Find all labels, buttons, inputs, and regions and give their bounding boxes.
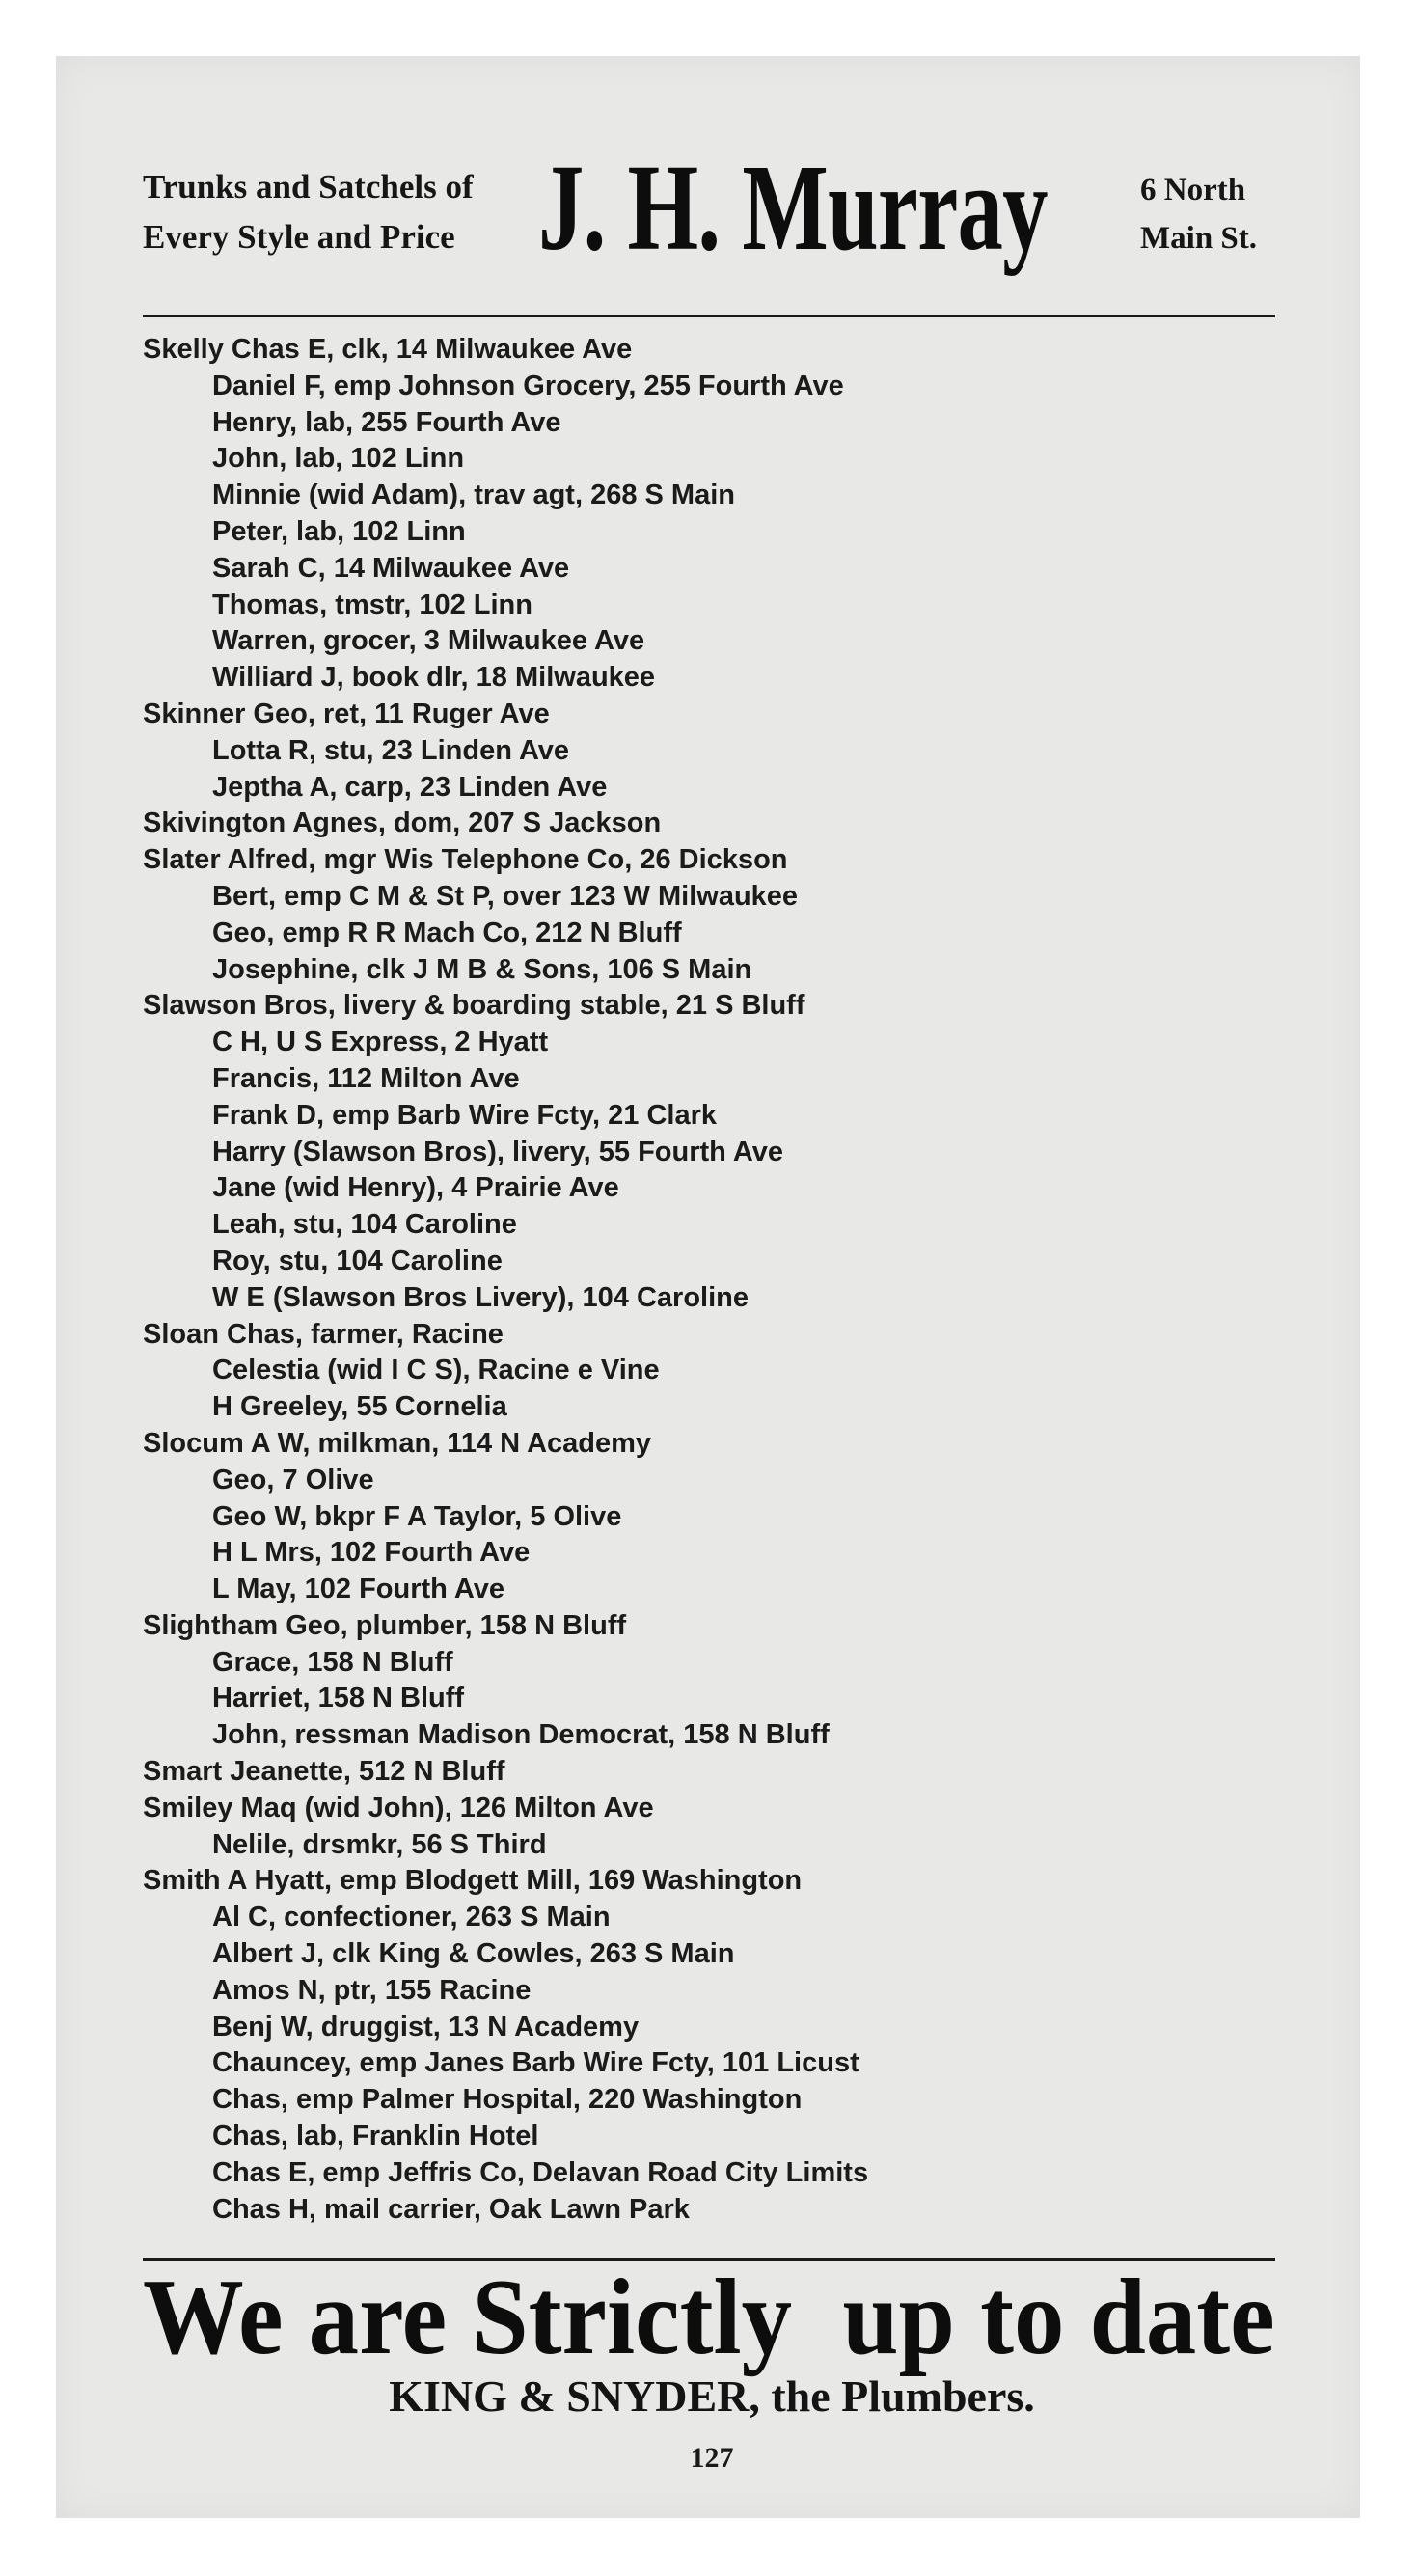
directory-sub-entry: Peter, lab, 102 Linn bbox=[212, 515, 466, 547]
directory-sub-entry: Geo, emp R R Mach Co, 212 N Bluff bbox=[212, 917, 682, 948]
header-left-ad bbox=[143, 162, 474, 262]
directory-sub-entry: Leah, stu, 104 Caroline bbox=[212, 1209, 517, 1241]
directory-sub-entry: Grace, 158 N Bluff bbox=[212, 1646, 453, 1678]
directory-sub-entry: Josephine, clk J M B & Sons, 106 S Main bbox=[212, 953, 752, 985]
header-title: J. H. Murray bbox=[538, 139, 1048, 276]
directory-sub-entry: Bert, emp C M & St P, over 123 W Milwaukee bbox=[212, 880, 799, 912]
directory-sub-entry: Jeptha A, carp, 23 Linden Ave bbox=[212, 771, 608, 803]
directory-sub-entry: Williard J, book dlr, 18 Milwaukee bbox=[212, 662, 656, 694]
directory-entry: Smiley Maq (wid John), 126 Milton Ave bbox=[143, 1792, 654, 1823]
directory-entry: Smart Jeanette, 512 N Bluff bbox=[143, 1756, 505, 1788]
directory-sub-entry: Daniel F, emp Johnson Grocery, 255 Fourth Ave bbox=[212, 370, 844, 401]
directory-sub-entry: Benj W, druggist, 13 N Academy bbox=[212, 2011, 640, 2042]
directory-sub-entry: Albert J, clk King & Cowles, 263 S Main bbox=[212, 1938, 735, 1970]
header-right-line2: Main St. bbox=[1140, 221, 1258, 256]
header-right-address bbox=[1140, 166, 1257, 262]
directory-entry: Slightham Geo, plumber, 158 N Bluff bbox=[143, 1609, 627, 1641]
directory-sub-entry: Frank D, emp Barb Wire Fcty, 21 Clark bbox=[212, 1099, 717, 1131]
page-header bbox=[143, 139, 1281, 289]
directory-sub-entry: Nelile, drsmkr, 56 S Third bbox=[212, 1828, 547, 1860]
directory-sub-entry: John, lab, 102 Linn bbox=[212, 443, 465, 475]
directory-sub-entry: H Greeley, 55 Cornelia bbox=[212, 1391, 507, 1423]
directory-entry: Skelly Chas E, clk, 14 Milwaukee Ave bbox=[143, 334, 633, 365]
directory-entry: Skivington Agnes, dom, 207 S Jackson bbox=[143, 808, 662, 839]
directory-sub-entry: Henry, lab, 255 Fourth Ave bbox=[212, 406, 561, 438]
directory-sub-entry: Amos N, ptr, 155 Racine bbox=[212, 1974, 532, 2006]
directory-sub-entry: Harry (Slawson Bros), livery, 55 Fourth Ave bbox=[212, 1136, 783, 1167]
directory-sub-entry: Al C, confectioner, 263 S Main bbox=[212, 1902, 611, 1933]
directory-sub-entry: Francis, 112 Milton Ave bbox=[212, 1062, 520, 1094]
directory-sub-entry: Chauncey, emp Janes Barb Wire Fcty, 101 Licust bbox=[212, 2047, 859, 2079]
footer-slogan: We are Strictly up to date bbox=[143, 2258, 1275, 2377]
directory-sub-entry: Harriet, 158 N Bluff bbox=[212, 1683, 465, 1714]
directory-sub-entry: Roy, stu, 104 Caroline bbox=[212, 1245, 503, 1276]
directory-sub-entry: Celestia (wid I C S), Racine e Vine bbox=[212, 1355, 660, 1386]
directory-sub-entry: C H, U S Express, 2 Hyatt bbox=[212, 1027, 549, 1058]
directory-sub-entry: Minnie (wid Adam), trav agt, 268 S Main bbox=[212, 480, 735, 511]
directory-entry: Skinner Geo, ret, 11 Ruger Ave bbox=[143, 698, 550, 729]
directory-sub-entry: W E (Slawson Bros Livery), 104 Caroline bbox=[212, 1281, 749, 1313]
directory-entry: Sloan Chas, farmer, Racine bbox=[143, 1318, 504, 1350]
page-number: 127 bbox=[690, 2442, 734, 2474]
directory-sub-entry: L May, 102 Fourth Ave bbox=[212, 1574, 504, 1605]
directory-sub-entry: Chas H, mail carrier, Oak Lawn Park bbox=[212, 2193, 690, 2225]
directory-sub-entry: Chas, lab, Franklin Hotel bbox=[212, 2121, 539, 2152]
footer-advertiser: KING & SNYDER, the Plumbers. bbox=[389, 2371, 1035, 2421]
directory-sub-entry: H L Mrs, 102 Fourth Ave bbox=[212, 1537, 531, 1569]
header-left-line2: Every Style and Price bbox=[143, 218, 455, 256]
directory-entry: Slater Alfred, mgr Wis Telephone Co, 26 Dickson bbox=[143, 844, 788, 876]
directory-sub-entry: Sarah C, 14 Milwaukee Ave bbox=[212, 552, 570, 584]
header-left-line1: Trunks and Satchels of bbox=[143, 168, 474, 206]
directory-listing bbox=[143, 332, 1281, 2228]
directory-entry: Slawson Bros, livery & boarding stable, 21 S Bluff bbox=[143, 990, 805, 1022]
header-divider bbox=[143, 315, 1275, 317]
directory-entry: Smith A Hyatt, emp Blodgett Mill, 169 Washington bbox=[143, 1865, 803, 1897]
directory-sub-entry: Thomas, tmstr, 102 Linn bbox=[212, 589, 532, 620]
directory-sub-entry: Geo, 7 Olive bbox=[212, 1464, 374, 1495]
directory-sub-entry: Jane (wid Henry), 4 Prairie Ave bbox=[212, 1172, 619, 1204]
directory-sub-entry: Lotta R, stu, 23 Linden Ave bbox=[212, 734, 570, 766]
directory-sub-entry: Geo W, bkpr F A Taylor, 5 Olive bbox=[212, 1500, 622, 1532]
directory-entry: Slocum A W, milkman, 114 N Academy bbox=[143, 1427, 652, 1459]
directory-sub-entry: John, ressman Madison Democrat, 158 N Bluff bbox=[212, 1719, 830, 1751]
directory-sub-entry: Chas, emp Palmer Hospital, 220 Washington bbox=[212, 2084, 803, 2116]
header-right-line1: 6 North bbox=[1140, 173, 1246, 207]
directory-sub-entry: Chas E, emp Jeffris Co, Delavan Road City Limits bbox=[212, 2156, 869, 2188]
directory-sub-entry: Warren, grocer, 3 Milwaukee Ave bbox=[212, 625, 645, 657]
